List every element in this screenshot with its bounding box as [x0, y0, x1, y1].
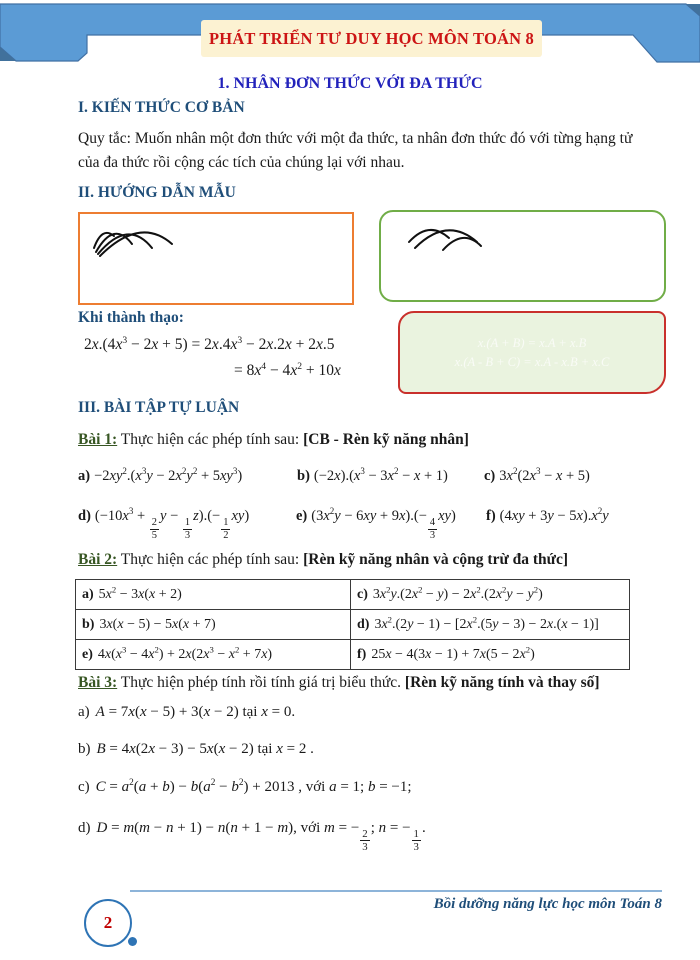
exercise3-item-a: a) A = 7x(x − 5) + 3(x − 2) tại x = 0. [78, 704, 296, 720]
exercise1-prompt: Thực hiện các phép tính sau: [120, 431, 300, 448]
exercise2-tag: [Rèn kỹ năng nhân và cộng trừ đa thức] [303, 551, 569, 568]
table-cell-e: e) $4x(x^3 - 4x^2) + 2x(2x^3 - x^2 + 7x)$ [76, 640, 351, 669]
exercise2-table [75, 579, 630, 670]
exercise1-item-f: f) $(4xy + 3y - 5x).x^2y$ [486, 506, 609, 524]
exercise1-item-e: e) $(3x^2y - 6xy + 9x).(-$ $\frac{4}{3}$ xy) [296, 506, 456, 541]
exercise1-header [78, 431, 469, 449]
example-math-line2: = $8x^4 - 4x^2 + 10x$ [234, 360, 341, 379]
exercise1-item-d: d) ($-10x^3$ + $\frac{2}{5}$ y − $\frac{1}{3}$ z).(− $\frac{1}{2}$ xy) [78, 506, 250, 541]
exercise2-label: Bài 2: [78, 551, 118, 568]
exercise3-prompt: Thực hiện phép tính rồi tính giá trị biểu thức. [120, 674, 402, 691]
distribution-arcs-icon [80, 214, 348, 299]
section-heading-exercises: III. BÀI TẬP TỰ LUẬN [78, 399, 240, 416]
table-cell-c: c) $3x^2y.(2x^2 - y) - 2x^2.(2x^2y - y^2)$ [351, 580, 629, 610]
banner-title-box [201, 20, 542, 57]
section-heading-guide: II. HƯỚNG DẪN MẪU [78, 184, 236, 201]
summary-watermark-box [398, 311, 666, 394]
page-title: 1. NHÂN ĐƠN THỨC VỚI ĐA THỨC [217, 75, 483, 92]
exercise1-item-b: b) $(-2x).(x^3 - 3x^2 - x + 1)$ [297, 466, 448, 484]
banner-title: PHÁT TRIỂN TƯ DUY HỌC MÔN TOÁN 8 [209, 28, 534, 48]
watermark-text: x.(A - B + C) = x.A - x.B + x.C [454, 354, 610, 369]
exercise1-label: Bài 1: [78, 431, 118, 448]
distribution-arcs-icon [381, 212, 660, 296]
rule-text: Quy tắc: Muốn nhân một đơn thức với một đa thức, ta nhân đơn thức đó với từng hạng tử của đa thức rồi cộng các tích của chúng lại với nhau. [78, 130, 633, 172]
example-box-orange [78, 212, 354, 305]
exercise3-tag: [Rèn kỹ năng tính và thay số] [404, 674, 600, 691]
exercise2-prompt: Thực hiện các phép tính sau: [120, 551, 300, 568]
exercise3-item-b: b) B = 4x(2x − 3) − 5x(x − 2) tại x = 2 . [78, 741, 314, 757]
page-number-badge [84, 899, 132, 947]
exercise2-header [78, 551, 568, 569]
exercise1-item-a: $a) -2xy^2.(x^3y - 2x^2y^2 + 5xy^3)$ [78, 466, 243, 484]
exercise3-item-c: c) $C = a^2(a + b) - b(a^2 - b^2) + 2013$ , với a = 1; b = −1; [78, 778, 412, 795]
watermark-text: x.(A + B) = x.A + x.B [477, 335, 587, 350]
exercise3-header [78, 674, 600, 692]
footer-dot [128, 937, 137, 946]
exercise1-tag: [CB - Rèn kỹ năng nhân] [303, 431, 469, 448]
table-cell-b: b) 3x(x − 5) − 5x(x + 7) [76, 610, 351, 640]
example-box-green [379, 210, 666, 302]
footer-note: Bồi dưỡng năng lực học môn Toán 8 [433, 896, 662, 912]
table-cell-f: f) $25x - 4(3x - 1) + 7x(5 - 2x^2)$ [357, 643, 535, 662]
page-number: 2 [103, 913, 113, 932]
table-cell-d: d) $3x^2.(2y - 1) - [2x^2.(5y - 3) - 2x.(x - 1)]$ [351, 610, 629, 640]
table-cell-a: a) $5x^2 - 3x(x + 2)$ [76, 580, 351, 610]
section-heading-knowledge: I. KIẾN THỨC CƠ BẢN [78, 99, 245, 116]
exercise3-item-d: d) D = m(m − n + 1) − n(n + 1 − m), với m = − $\frac{2}{3}$ ; n = − $\frac{1}{3}$ . [78, 820, 426, 854]
example-math-line1: $2x.(4x^3 - 2x + 5) = 2x.4x^3 - 2x.2x + 2x.5$ [84, 334, 335, 353]
mastery-label: Khi thành thạo: [78, 309, 184, 326]
exercise1-item-c: c) $3x^2(2x^3 - x + 5)$ [484, 466, 590, 484]
footer-divider [130, 890, 662, 892]
exercise3-label: Bài 3: [78, 674, 118, 691]
